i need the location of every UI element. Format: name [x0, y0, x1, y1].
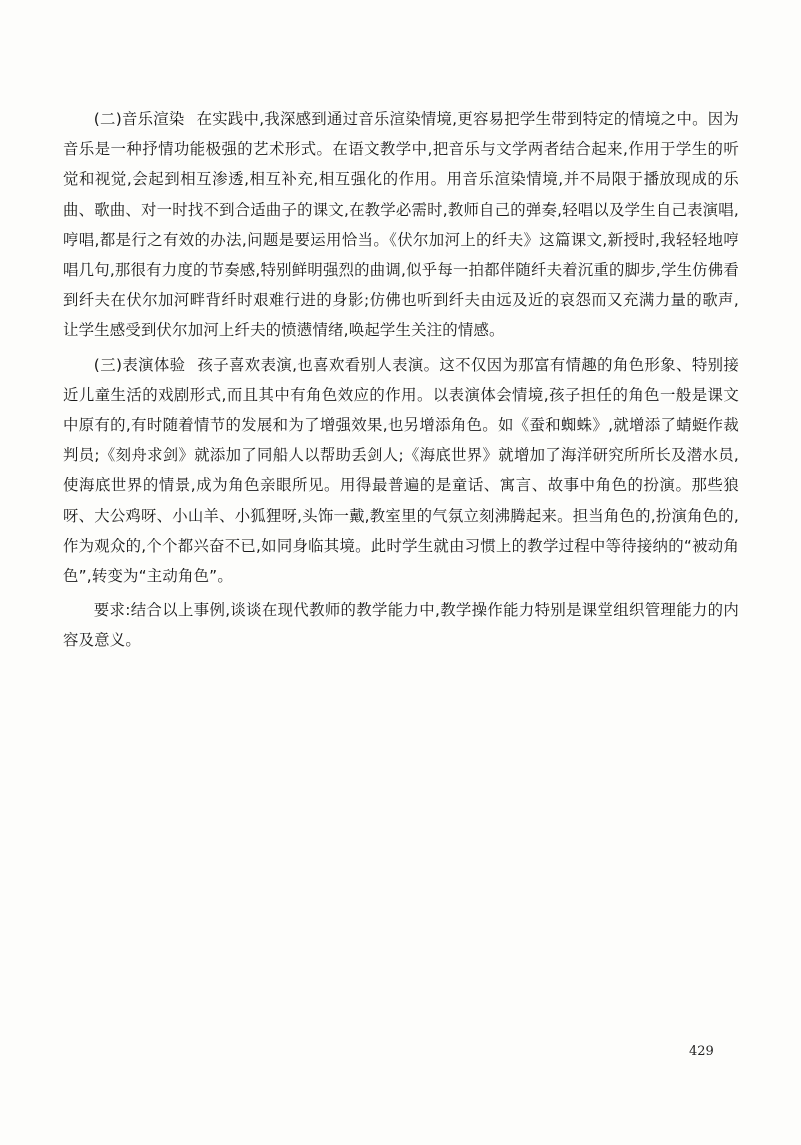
page-number: 429 [689, 1044, 714, 1059]
paragraph-body: 在实践中,我深感到通过音乐渲染情境,更容易把学生带到特定的情境之中。因为音乐是一种抒情功能极强的艺术形式。在语文教学中,把音乐与文学两者结合起来,作用于学生的听觉和视觉,会起到相互渗透,相互补充,相互强化的作用。用音乐渲染情境,并不局限于播放现成的乐曲、歌曲、对一时找不到合适曲子的课文,在教学必需时,教师自己的弹奏,轻唱以及学生自己表演唱,哼唱,都是行之有效的办法,问题是要运用恰当。《伏尔加河上的纤夫》这篇课文,新授时,我轻轻地哼唱几句,那很有力度的节奏感,特别鲜明强烈的曲调,似乎每一拍都伴随纤夫着沉重的脚步,学生仿佛看到纤夫在伏尔加河畔背纤时艰难行进的身影;仿佛也听到纤夫由远及近的哀怨而又充满力量的歌声,让学生感受到伏尔加河上纤夫的愤懑情绪,唤起学生关注的情感。 [63, 110, 739, 340]
paragraph-body: 孩子喜欢表演,也喜欢看别人表演。这不仅因为那富有情趣的角色形象、特别接近儿童生活的戏剧形式,而且其中有角色效应的作用。以表演体会情境,孩子担任的角色一般是课文中原有的,有时随着情节的发展和为了增强效果,也另增添角色。如《蚕和蜘蛛》,就增添了蜻蜓作裁判员;《刻舟求剑》就添加了同船人以帮助丢剑人;《海底世界》就增加了海洋研究所所长及潜水员,使海底世界的情景,成为角色亲眼所见。用得最普遍的是童话、寓言、故事中角色的扮演。那些狼呀、大公鸡呀、小山羊、小狐狸呀,头饰一戴,教室里的气氛立刻沸腾起来。担当角色的,扮演角色的,作为观众的,个个都兴奋不已,如同身临其境。此时学生就由习惯上的教学过程中等待接纳的“被动角色”,转变为“主动角色”。 [63, 355, 739, 586]
paragraph-performance-experience [63, 350, 739, 592]
section-heading-music: (二)音乐渲染 [93, 110, 185, 128]
paragraph-requirement [63, 595, 739, 655]
paragraph-body: 要求:结合以上事例,谈谈在现代教师的教学能力中,教学操作能力特别是课堂组织管理能力的内容及意义。 [63, 601, 739, 650]
section-heading-performance: (三)表演体验 [93, 355, 186, 374]
body-text [63, 104, 739, 656]
paragraph-music-rendering [63, 104, 739, 346]
